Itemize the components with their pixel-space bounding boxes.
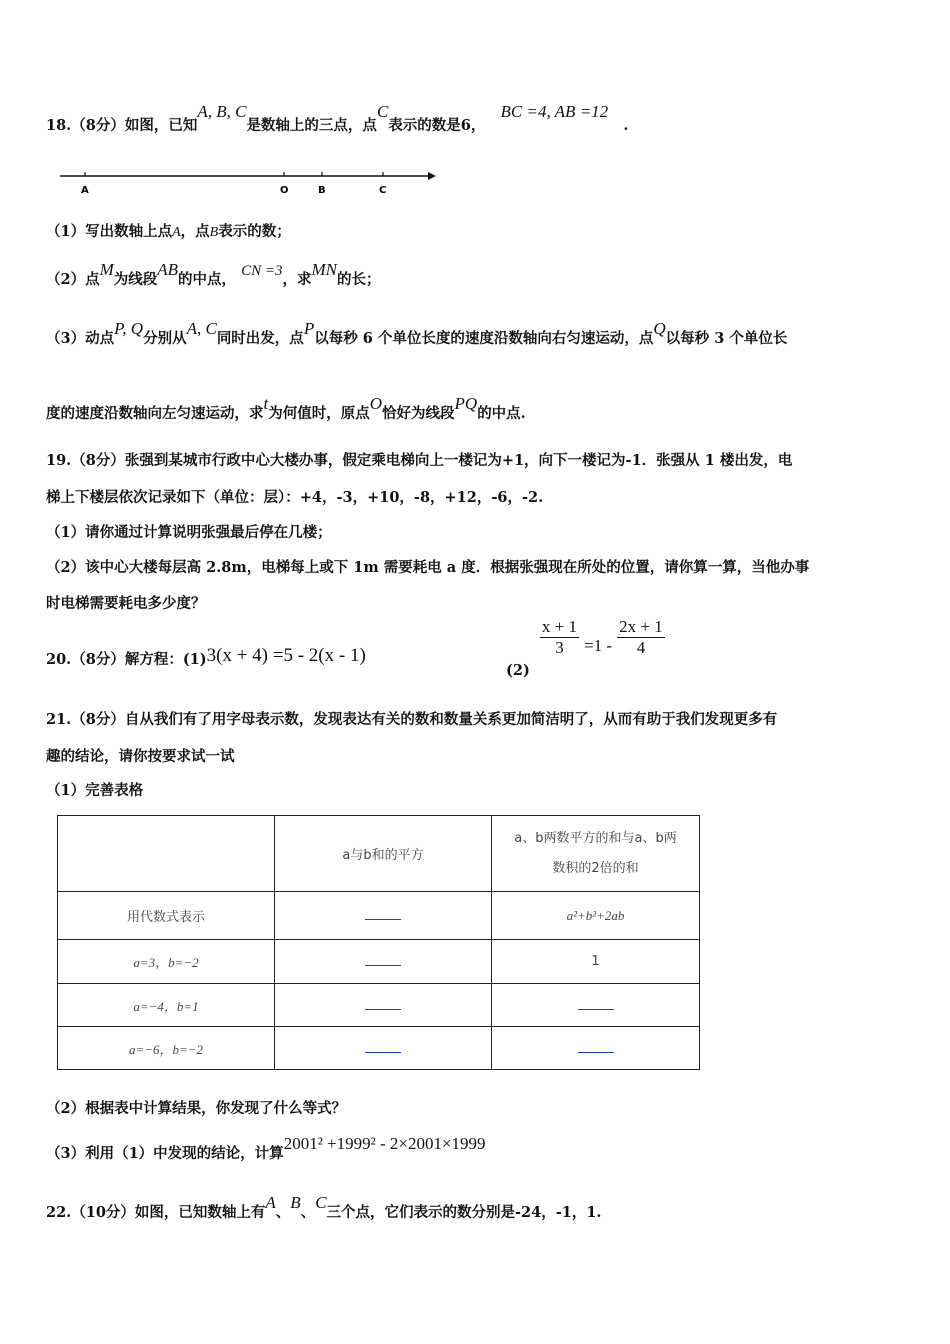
answer-blank-cell[interactable] <box>275 940 492 984</box>
q20-line: 20.（8分）解方程：(1)3(x + 4) =5 - 2(x - 1) <box>46 645 366 668</box>
table-row <box>58 940 700 984</box>
row-label: a=−4，b=1 <box>58 984 275 1027</box>
expression-cell: a²+b²+2ab <box>492 892 700 940</box>
q20-equation-1: 3(x + 4) =5 - 2(x - 1) <box>206 645 366 666</box>
q21-table <box>57 815 700 1070</box>
q19-part1: （1）请你通过计算说明张强最后停在几楼； <box>46 524 332 541</box>
q19-line2: 梯上下楼层依次记录如下（单位：层）：+4，-3，+10，-8，+12，-6，-2. <box>46 489 544 506</box>
q22-line: 22.（10分）如图，已知数轴上有A、B、C三个点，它们表示的数分别是-24，-1，1. <box>46 1193 602 1221</box>
axis-label-o: O <box>280 185 289 196</box>
value-cell: 1 <box>492 940 700 984</box>
axis-label-a: A <box>81 185 89 196</box>
table-header-sum-square: a与b和的平方 <box>275 816 492 892</box>
row-label: 用代数式表示 <box>58 892 275 940</box>
answer-blank-cell[interactable] <box>492 984 700 1027</box>
q18-part3-cont: 度的速度沿数轴向左匀速运动，求t为何值时，原点O恰好为线段PQ的中点. <box>46 394 526 422</box>
table-header-sum-squares: a、b两数平方的和与a、b两 数积的2倍的和 <box>492 816 700 892</box>
q21-part2: （2）根据表中计算结果，你发现了什么等式？ <box>46 1100 347 1117</box>
table-corner-cell <box>58 816 275 892</box>
row-label: a=−6，b=−2 <box>58 1027 275 1070</box>
q18-part3: （3）动点P, Q分别从A, C同时出发，点P以每秒 6 个单位长度的速度沿数轴向右匀速运动，点Q以每秒 3 个单位长 <box>46 319 788 347</box>
q18-part1: （1）写出数轴上点A，点B表示的数； <box>46 223 291 240</box>
axis-label-c: C <box>379 185 387 196</box>
answer-blank-cell[interactable] <box>492 1027 700 1070</box>
number-line-figure <box>58 168 438 198</box>
q19-part2: （2）该中心大楼每层高 2.8m，电梯每上或下 1m 需要耗电 a 度．根据张强现在所处的位置，请你算一算，当他办事 <box>46 559 810 576</box>
q20-equation-2: (2) $\frac{x + 1}{3}$ =1 - $\frac{2x + 1}{4}$ <box>506 617 663 679</box>
answer-blank-cell[interactable] <box>275 892 492 940</box>
q21-line2: 趣的结论，请你按要求试一试 <box>46 748 235 765</box>
q18-line1: 18.（8分）如图，已知A, B, C是数轴上的三点，点C表示的数是6， BC =4, AB =12 . <box>46 102 629 134</box>
answer-blank-cell[interactable] <box>275 1027 492 1070</box>
q18-part2: （2）点M为线段AB的中点， CN =3，求MN的长； <box>46 260 381 288</box>
q21-part1: （1）完善表格 <box>46 782 144 799</box>
table-header-row <box>58 816 700 892</box>
table-row <box>58 984 700 1027</box>
answer-blank-cell[interactable] <box>275 984 492 1027</box>
q21-part3: （3）利用（1）中发现的结论，计算2001² +1999² - 2×2001×1999 <box>46 1134 486 1162</box>
table-row <box>58 892 700 940</box>
q21-line1: 21.（8分）自从我们有了用字母表示数，发现表达有关的数和数量关系更加简洁明了，从而有助于我们发现更多有 <box>46 711 778 728</box>
q19-part2-cont: 时电梯需要耗电多少度？ <box>46 595 206 612</box>
table-row <box>58 1027 700 1070</box>
axis-label-b: B <box>318 185 326 196</box>
q19-line1: 19.（8分）张强到某城市行政中心大楼办事，假定乘电梯向上一楼记为+1，向下一楼记为-1．张强从 1 楼出发，电 <box>46 452 793 469</box>
row-label: a=3，b=−2 <box>58 940 275 984</box>
